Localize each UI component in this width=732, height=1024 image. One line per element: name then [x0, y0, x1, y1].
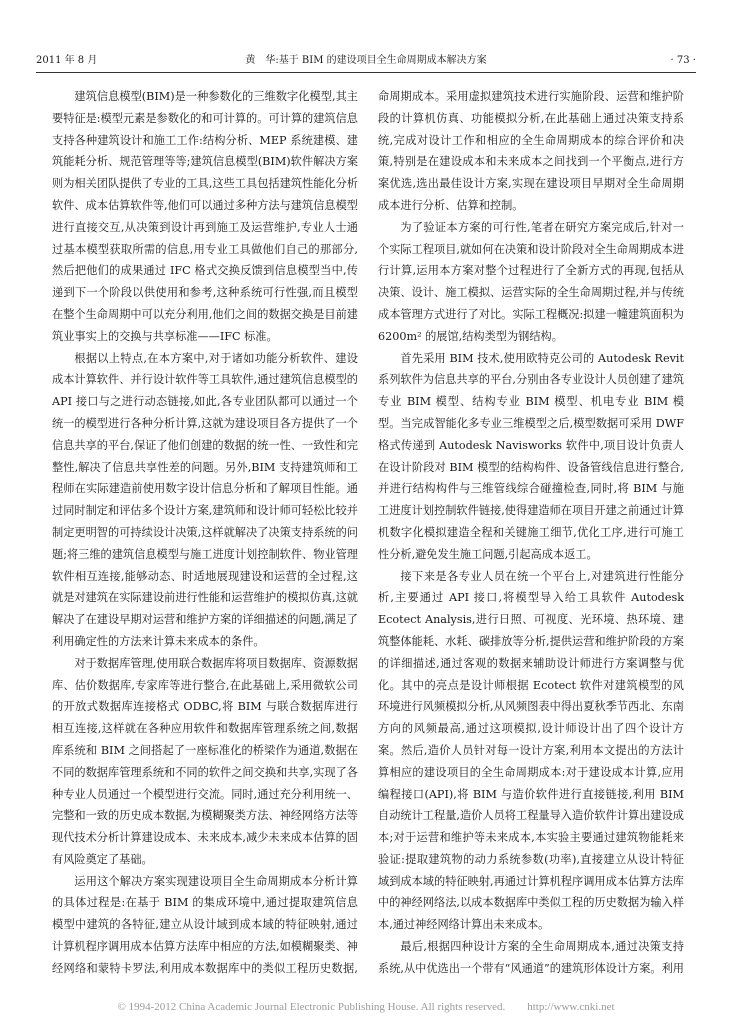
paragraph: 对于数据库管理,使用联合数据库将项目数据库、资源数据库、估价数据库,专家库等进行整合,在此基础上,采用微软公司的开放式数据库连接格式 ODBC,将 BIM 与联合数据库进行相互连接,这样就在各种应用软件和数据库管理系统之间,数据库系统和 BIM 之间搭起了一座标准化的桥梁作为通道,数据在不同的数据库管理系统和不同的软件之间交换和共享,实现了各种专业人员通过一个模型进行交流。同时,通过充分利用统一、完整和一致的历史成本数据,为模糊聚类方法、神经网络方法等现代技术分析计算建设成本、未来成本,减少未来成本估算的固有风险奠定了基础。: [52, 656, 358, 866]
right-column: [378, 86, 684, 981]
paragraph: 根据以上特点,在本方案中,对于诸如功能分析软件、建设成本计算软件、并行设计软件等工具软件,通过建筑信息模型的 API 接口与之进行动态链接,如此,各专业团队都可以通过一个统一的模型进行各种分析计算,这就为建设项目各方提供了一个信息共享的平台,保证了他们创建的数据的统一性、一致性和完整性,解决了信息共享性差的问题。另外,BIM 支持建筑师和工程师在实际建造前使用数字设计信息分析和了解项目性能。通过同时制定和评估多个设计方案,建筑师和设计师可轻松比较并制定更明智的可持续设计决策,这样就解决了决策支持系统的问题;将三维的建筑信息模型与施工进度计划控制软件、物业管理软件相互连接,能够动态、时适地展现建设和运营的全过程,这就是对建筑在实际建设前进行性能和运营维护的模拟仿真,这就解决了在建设早期对运营和维护方案的详细描述的问题,满足了利用确定性的方法来计算未来成本的条件。: [52, 351, 358, 648]
paragraph: 运用这个解决方案实现建设项目全生命周期成本分析计算的具体过程是:在基于 BIM 的集成环境中,通过提取建筑信息模型中建筑的各特征,建立从设计域到成本域的特征映射,通过计算机程序调用成本估算方法库中相应的方法,如模糊聚类、神经网络和蒙特卡罗法,利用成本数据库中的类似工程历史数据,: [52, 874, 358, 975]
paragraph: 为了验证本方案的可行性,笔者在研究方案完成后,针对一个实际工程项目,就如何在决策和设计阶段对全生命周期成本进行计算,运用本方案对整个过程进行了全新方式的再现,包括从决策、设计、施工模拟、运营实际的全生命周期过程,并与传统成本管理方式进行了对比。实际工程概况:拟建一幢建筑面积为 6200m² 的展馆,结构类型为钢结构。: [378, 220, 684, 343]
paragraph: 首先采用 BIM 技术,使用欧特克公司的 Autodesk Revit 系列软件为信息共享的平台,分别由各专业设计人员创建了建筑专业 BIM 模型、结构专业 BIM 模型、机电专业 BIM 模型。当完成智能化多专业三维模型之后,模型数据可采用 DWF 格式传递到 Autodesk Navisworks 软件中,项目设计负责人在设计阶段对 BIM 模型的结构构件、设备管线信息进行整合,并进行结构构件与三维管线综合碰撞检查,同时,将 BIM 与施工进度计划控制软件链接,使得建造师在项目开建之前通过计算机数字化模拟建造全程和关键施工细节,优化工序,进行可施工性分析,避免发生施工问题,引起高成本返工。: [378, 351, 684, 561]
paragraph: 建筑信息模型(BIM)是一种参数化的三维数字化模型,其主要特征是:模型元素是参数化的和可计算的。可计算的建筑信息支持各种建筑设计和施工工作:结构分析、MEP 系统建模、建筑能耗分析、规范管理等等;建筑信息模型(BIM)软件解决方案则为相关团队提供了专业的工具,这些工具包括建筑性能化分析软件、成本估算软件等,他们可以通过多种方法与建筑信息模型进行直接交互,从决策到设计再到施工及运营维护,专业人士通过基本模型获取所需的信息,用专业工具做他们自己的那部分,然后把他们的成果通过 IFC 格式交换反馈到信息模型当中,传递到下一个阶段以供使用和参考,这种系统可行性强,而且模型在整个生命周期中可以充分利用,他们之间的数据交换是目前建筑业事实上的交换与共享标准——IFC 标准。: [52, 90, 358, 343]
running-header: [36, 50, 696, 73]
paragraph: 最后,根据四种设计方案的全生命周期成本,通过决策支持系统,从中优选出一个带有“风通道”的建筑形体设计方案。利用: [378, 940, 684, 975]
paragraph: 接下来是各专业人员在统一个平台上,对建筑进行性能分析,主要通过 API 接口,将模型导入给工具软件 Autodesk Ecotect Analysis,进行日照、可视度、光环境、热环境、建筑整体能耗、水耗、碳排放等分析,提供运营和维护阶段的方案的详细描述,通过客观的数据来辅助设计师进行方案调整与优化。其中的亮点是设计师根据 Ecotect 软件对建筑模型的风环境进行风频模拟分析,从风频图表中得出夏秋季节西北、东南方向的风频最高,通过这项模拟,设计师设计出了四个设计方案。然后,造价人员针对每一设计方案,利用本文提出的方法计算相应的建设项目的全生命周期成本:对于建设成本计算,应用编程接口(API),将 BIM 与造价软件进行直接链接,利用 BIM 自动统计工程量,造价人员将工程量导入造价软件计算出建设成本;对于运营和维护等未来成本,本实验主要通过建筑物能耗来验证:提取建筑物的动力系统参数(功率),直接建立从设计特征域到成本域的特征映射,再通过计算机程序调用成本估算方法库中的神经网络法,以成本数据库中类似工程的历史数据为输入样本,通过神经网络计算出未来成本。: [378, 569, 684, 932]
running-title: 黄 华:基于 BIM 的建设项目全生命周期成本解决方案: [245, 55, 487, 66]
left-column: [52, 86, 358, 981]
copyright-watermark: © 1994-2012 China Academic Journal Electronic Publishing House. All rights reserved. http://www.cnki.net: [117, 1001, 615, 1013]
page-number: · 73 ·: [670, 55, 696, 66]
paragraph: 命周期成本。采用虚拟建筑技术进行实施阶段、运营和维护阶段的计算机仿真、功能模拟分析,在此基础上通过决策支持系统,完成对设计工作和相应的全生命周期成本的综合评价和决策,特别是在建设成本和未来成本之间找到一个平衡点,进行方案优选,选出最佳设计方案,实现在建设项目早期对全生命周期成本进行分析、估算和控制。: [378, 90, 684, 212]
issue-date: 2011 年 8 月: [36, 55, 98, 66]
